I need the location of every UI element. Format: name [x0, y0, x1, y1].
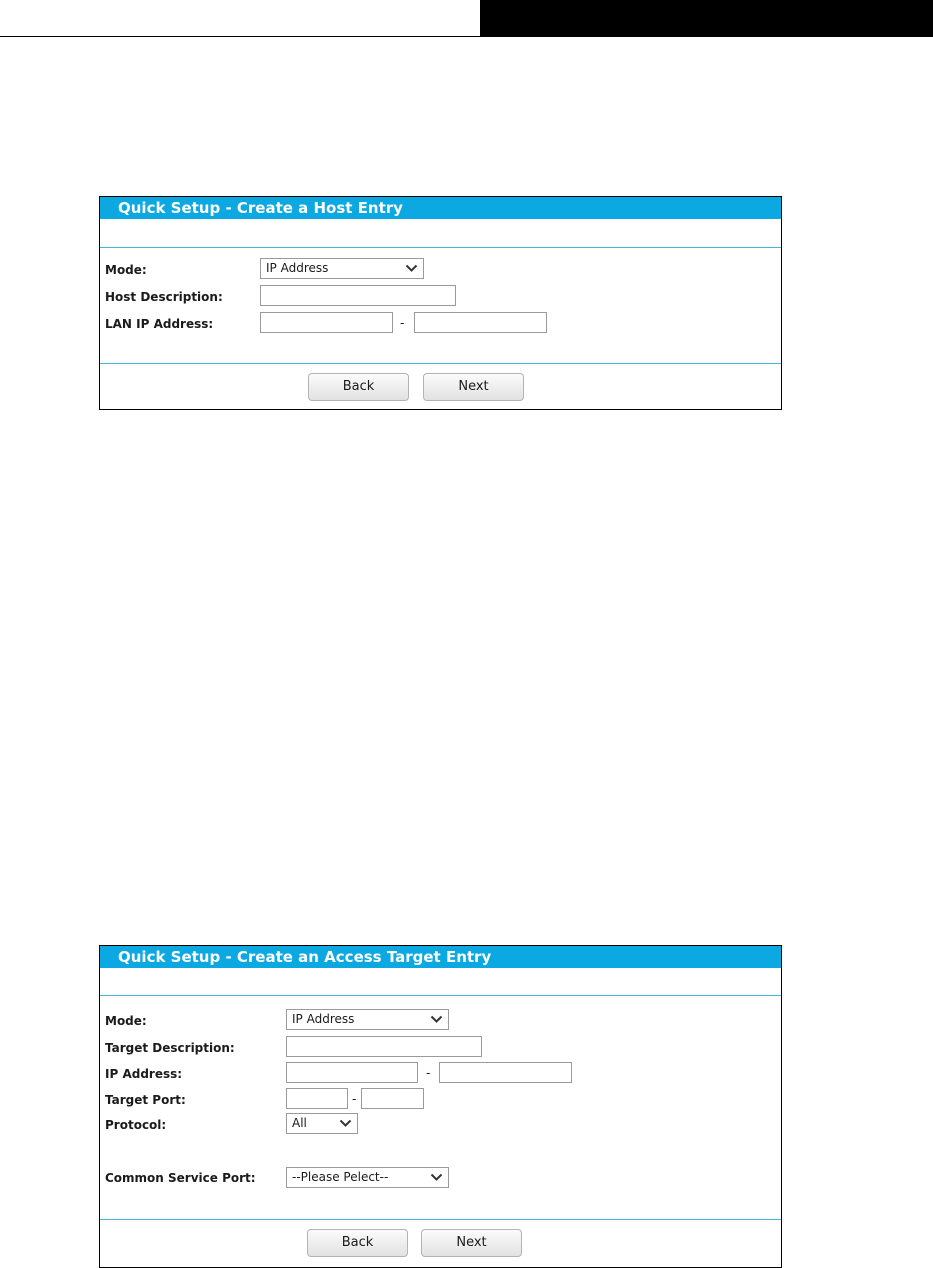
- protocol-value: All: [292, 1116, 307, 1130]
- target-mode-label: Mode:: [105, 1014, 147, 1028]
- back-button[interactable]: Back: [308, 373, 409, 401]
- next-button[interactable]: Next: [421, 1229, 522, 1257]
- chevron-down-icon: [405, 264, 418, 273]
- target-mode-select[interactable]: [286, 1009, 449, 1030]
- common-service-port-label: Common Service Port:: [105, 1171, 256, 1185]
- common-service-port-value: --Please Pelect--: [292, 1170, 389, 1184]
- port-start-input[interactable]: [286, 1088, 348, 1109]
- target-entry-top-divider: [100, 995, 781, 996]
- host-entry-title: Quick Setup - Create a Host Entry: [100, 197, 781, 219]
- page-header-band: [480, 0, 933, 37]
- host-mode-select[interactable]: [260, 258, 424, 279]
- page-header-rule: [0, 36, 480, 37]
- host-description-input[interactable]: [260, 285, 456, 306]
- chevron-down-icon: [430, 1015, 443, 1024]
- protocol-label: Protocol:: [105, 1118, 167, 1132]
- back-button[interactable]: Back: [307, 1229, 408, 1257]
- host-entry-bottom-divider: [100, 363, 781, 364]
- target-entry-bottom-divider: [100, 1219, 781, 1220]
- chevron-down-icon: [339, 1119, 352, 1128]
- common-service-port-select[interactable]: [286, 1167, 449, 1188]
- access-target-entry-title: Quick Setup - Create an Access Target Entry: [100, 946, 781, 968]
- target-mode-value: IP Address: [292, 1012, 355, 1026]
- target-description-input[interactable]: [286, 1036, 482, 1057]
- chevron-down-icon: [430, 1173, 443, 1182]
- lan-ip-range-separator: -: [400, 316, 405, 330]
- host-mode-value: IP Address: [266, 261, 329, 275]
- ip-range-separator: -: [426, 1066, 431, 1080]
- port-end-input[interactable]: [361, 1088, 424, 1109]
- next-button[interactable]: Next: [423, 373, 524, 401]
- protocol-select[interactable]: [286, 1113, 358, 1134]
- lan-ip-end-input[interactable]: [414, 312, 547, 333]
- host-description-label: Host Description:: [105, 290, 223, 304]
- ip-end-input[interactable]: [439, 1062, 572, 1083]
- access-target-entry-panel: [99, 945, 782, 1268]
- port-range-separator: -: [352, 1092, 357, 1106]
- target-description-label: Target Description:: [105, 1041, 235, 1055]
- host-mode-label: Mode:: [105, 263, 147, 277]
- host-entry-top-divider: [100, 247, 781, 248]
- lan-ip-start-input[interactable]: [260, 312, 393, 333]
- host-entry-panel: [99, 196, 782, 410]
- ip-start-input[interactable]: [286, 1062, 418, 1083]
- lan-ip-address-label: LAN IP Address:: [105, 317, 214, 331]
- ip-address-label: IP Address:: [105, 1067, 183, 1081]
- target-port-label: Target Port:: [105, 1093, 186, 1107]
